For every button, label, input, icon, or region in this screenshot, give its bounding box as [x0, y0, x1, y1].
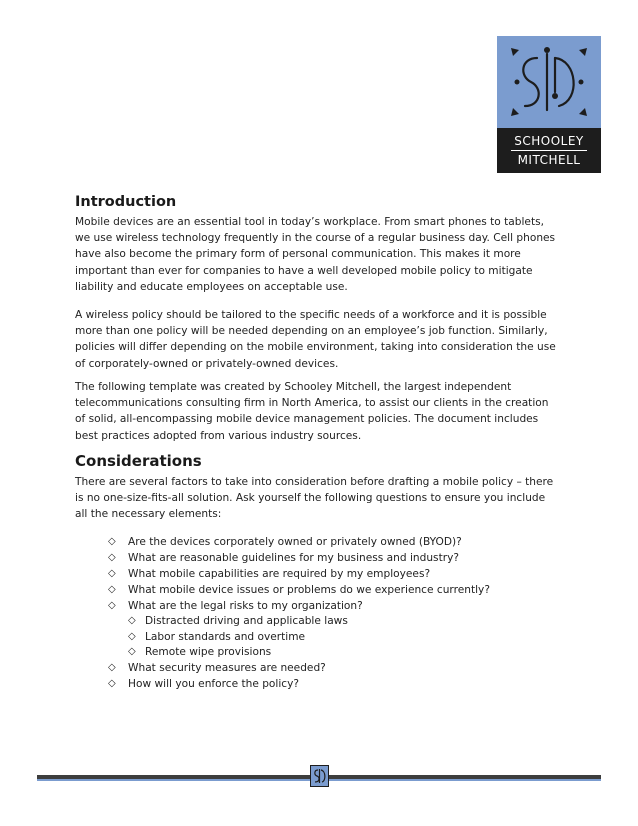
text-line: have also become the primary form of personal communication. This makes it more: [75, 248, 521, 261]
list-item-text: What mobile capabilities are required by my employees?: [128, 568, 431, 580]
text-line: more than one policy will be needed depending on an employee’s job function. Similarly,: [75, 325, 548, 338]
list-item-text: Distracted driving and applicable laws: [145, 615, 348, 627]
text-line: all the necessary elements:: [75, 508, 222, 521]
text-line: Mobile devices are an essential tool in today’s workplace. From smart phones to tablets,: [75, 216, 544, 228]
list-item-text: Remote wipe provisions: [145, 646, 272, 658]
text-line: of corporately-owned or privately-owned devices.: [75, 357, 339, 370]
diamond-bullet-icon: ◇: [108, 552, 116, 563]
diamond-bullet-icon: ◇: [128, 646, 136, 657]
diamond-bullet-icon: ◇: [108, 678, 116, 689]
logo-divider: [511, 150, 587, 151]
list-item-text: Are the devices corporately owned or privately owned (BYOD)?: [128, 536, 462, 548]
text-line: of solid, all-encompassing mobile device management policies. The document includes: [75, 413, 539, 426]
diamond-bullet-icon: ◇: [108, 662, 116, 673]
text-line: best practices adopted from various industry sources.: [75, 429, 362, 442]
text-line: telecommunications consulting firm in North America, to assist our clients in the creation: [75, 397, 549, 410]
list-item-text: What are reasonable guidelines for my business and industry?: [128, 552, 459, 564]
text-line: we use wireless technology frequently in the course of a regular business day. Cell phones: [75, 232, 556, 245]
intro-paragraph-1: [75, 214, 555, 295]
diamond-bullet-icon: ◇: [128, 615, 136, 626]
list-item-text: What security measures are needed?: [128, 662, 326, 674]
text-line: is no one-size-fits-all solution. Ask yourself the following questions to ensure you include: [75, 492, 546, 505]
diamond-bullet-icon: ◇: [108, 568, 116, 579]
text-line: There are several factors to take into consideration before drafting a mobile policy – there: [75, 476, 554, 488]
introduction-heading: Introduction: [75, 194, 177, 210]
list-item-text: What are the legal risks to my organization?: [128, 600, 363, 612]
logo-wordmark: [497, 128, 601, 173]
text-line: policies will differ depending on the mobile environment, taking into consideration the use: [75, 341, 556, 354]
diamond-bullet-icon: ◇: [108, 536, 116, 547]
considerations-heading: Considerations: [75, 452, 202, 470]
text-line: important than ever for companies to have a well developed mobile policy to mitigate: [75, 264, 533, 277]
list-item-text: How will you enforce the policy?: [128, 678, 300, 690]
logo-line-2: MITCHELL: [517, 153, 581, 167]
diamond-bullet-icon: ◇: [108, 600, 116, 611]
logo-line-1: SCHOOLEY: [514, 134, 584, 148]
intro-paragraph-3: [75, 379, 555, 444]
sm-monogram-icon: [497, 36, 601, 128]
diamond-bullet-icon: ◇: [128, 631, 136, 642]
text-line: liability and educate employees on acceptable use.: [75, 280, 348, 293]
sm-monogram-icon: [311, 766, 328, 786]
intro-paragraph-2: [75, 307, 555, 372]
text-line: A wireless policy should be tailored to the specific needs of a workforce and it is possible: [75, 309, 547, 321]
footer-logo: [310, 765, 329, 787]
diamond-bullet-icon: ◇: [108, 584, 116, 595]
text-line: The following template was created by Schooley Mitchell, the largest independent: [75, 381, 512, 393]
company-logo: [497, 36, 601, 173]
considerations-paragraph: [75, 474, 555, 523]
list-item-text: Labor standards and overtime: [145, 631, 306, 643]
list-item-text: What mobile device issues or problems do we experience currently?: [128, 584, 490, 596]
